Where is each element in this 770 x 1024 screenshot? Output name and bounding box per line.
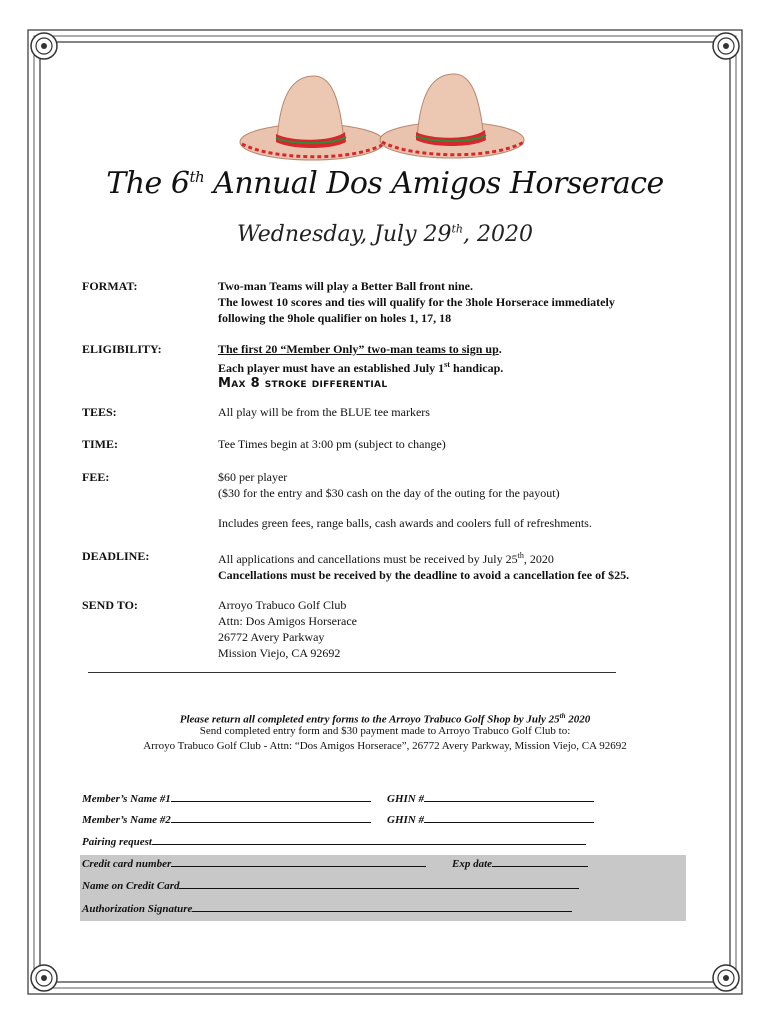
deadline-label: DEADLINE: bbox=[82, 549, 150, 563]
format-line: The lowest 10 scores and ties will qualify for the 3hole Horserace immediately bbox=[218, 295, 615, 309]
fee-amount: $60 per player bbox=[218, 470, 288, 484]
ghin1-field[interactable] bbox=[424, 789, 594, 802]
member1-row bbox=[82, 789, 600, 809]
pairing-field[interactable] bbox=[152, 832, 586, 845]
time-text: Tee Times begin at 3:00 pm (subject to change) bbox=[218, 437, 446, 451]
payment-instructions: Send completed entry form and $30 payment made to Arroyo Trabuco Golf Club to: bbox=[199, 725, 571, 737]
event-title: The 6th Annual Dos Amigos Horserace bbox=[106, 166, 664, 201]
send-to-label: SEND TO: bbox=[82, 598, 138, 612]
eligibility-label: ELIGIBILITY: bbox=[82, 342, 162, 356]
sombrero-icon bbox=[380, 74, 524, 158]
tees-label: TEES: bbox=[82, 405, 117, 419]
ghin1-label: GHIN # bbox=[387, 793, 424, 805]
cc-name-row bbox=[82, 876, 600, 896]
deadline-text: All applications and cancellations must be received by July 25th, 2020 bbox=[218, 551, 554, 566]
signature-field[interactable] bbox=[192, 899, 572, 912]
divider bbox=[88, 672, 616, 673]
pairing-row bbox=[82, 832, 600, 852]
signature-label: Authorization Signature bbox=[82, 903, 193, 915]
signature-row bbox=[82, 899, 600, 919]
member1-field[interactable] bbox=[171, 789, 371, 802]
corner-ornament-icon bbox=[31, 965, 57, 991]
cancellation-policy: Cancellations must be received by the deadline to avoid a cancellation fee of $25. bbox=[218, 568, 630, 582]
fee-includes: Includes green fees, range balls, cash awards and coolers full of refreshments. bbox=[218, 516, 592, 530]
cc-name-field[interactable] bbox=[179, 876, 579, 889]
fee-label: FEE: bbox=[82, 470, 110, 484]
cc-number-row bbox=[82, 854, 600, 874]
cc-number-label: Credit card number bbox=[82, 858, 172, 870]
eligibility-rule: The first 20 “Member Only” two-man teams to sign up bbox=[218, 342, 499, 356]
format-line: following the 9hole qualifier on holes 1, 17, 18 bbox=[218, 311, 452, 325]
exp-date-label: Exp date bbox=[452, 858, 493, 870]
time-label: TIME: bbox=[82, 437, 118, 451]
ghin2-label: GHIN # bbox=[387, 814, 424, 826]
corner-ornament-icon bbox=[31, 33, 57, 59]
eligibility-differential: Max 8 stroke differential bbox=[218, 376, 388, 391]
cc-name-label: Name on Credit Card bbox=[82, 880, 180, 892]
address-line: 26772 Avery Parkway bbox=[218, 630, 325, 644]
mailing-address: Arroyo Trabuco Golf Club - Attn: “Dos Amigos Horserace”, 26772 Avery Parkway, Mission Viejo, CA 92692 bbox=[143, 740, 627, 752]
event-date: Wednesday, July 29th, 2020 bbox=[236, 222, 534, 247]
pairing-label: Pairing request bbox=[82, 836, 152, 848]
corner-ornament-icon bbox=[713, 33, 739, 59]
sombrero-icon bbox=[240, 76, 384, 160]
address-line: Attn: Dos Amigos Horserace bbox=[218, 614, 357, 628]
eligibility-handicap: Each player must have an established July 1st handicap. bbox=[218, 360, 504, 375]
return-instructions: Please return all completed entry forms to the Arroyo Trabuco Golf Shop by July 25th 2020 bbox=[179, 712, 591, 726]
ghin2-field[interactable] bbox=[424, 810, 594, 823]
member2-field[interactable] bbox=[171, 810, 371, 823]
fee-breakdown: ($30 for the entry and $30 cash on the day of the outing for the payout) bbox=[218, 486, 560, 500]
member2-label: Member’s Name #2 bbox=[82, 814, 171, 826]
address-line: Mission Viejo, CA 92692 bbox=[218, 646, 341, 660]
member2-row bbox=[82, 810, 600, 830]
corner-ornament-icon bbox=[713, 965, 739, 991]
tees-text: All play will be from the BLUE tee markers bbox=[218, 405, 430, 419]
sombrero-hats-illustration bbox=[232, 72, 532, 164]
member1-label: Member’s Name #1 bbox=[82, 793, 171, 805]
exp-date-field[interactable] bbox=[492, 854, 588, 867]
address-line: Arroyo Trabuco Golf Club bbox=[218, 598, 347, 612]
format-label: FORMAT: bbox=[82, 279, 138, 293]
cc-number-field[interactable] bbox=[171, 854, 426, 867]
format-line: Two-man Teams will play a Better Ball front nine. bbox=[218, 279, 474, 293]
